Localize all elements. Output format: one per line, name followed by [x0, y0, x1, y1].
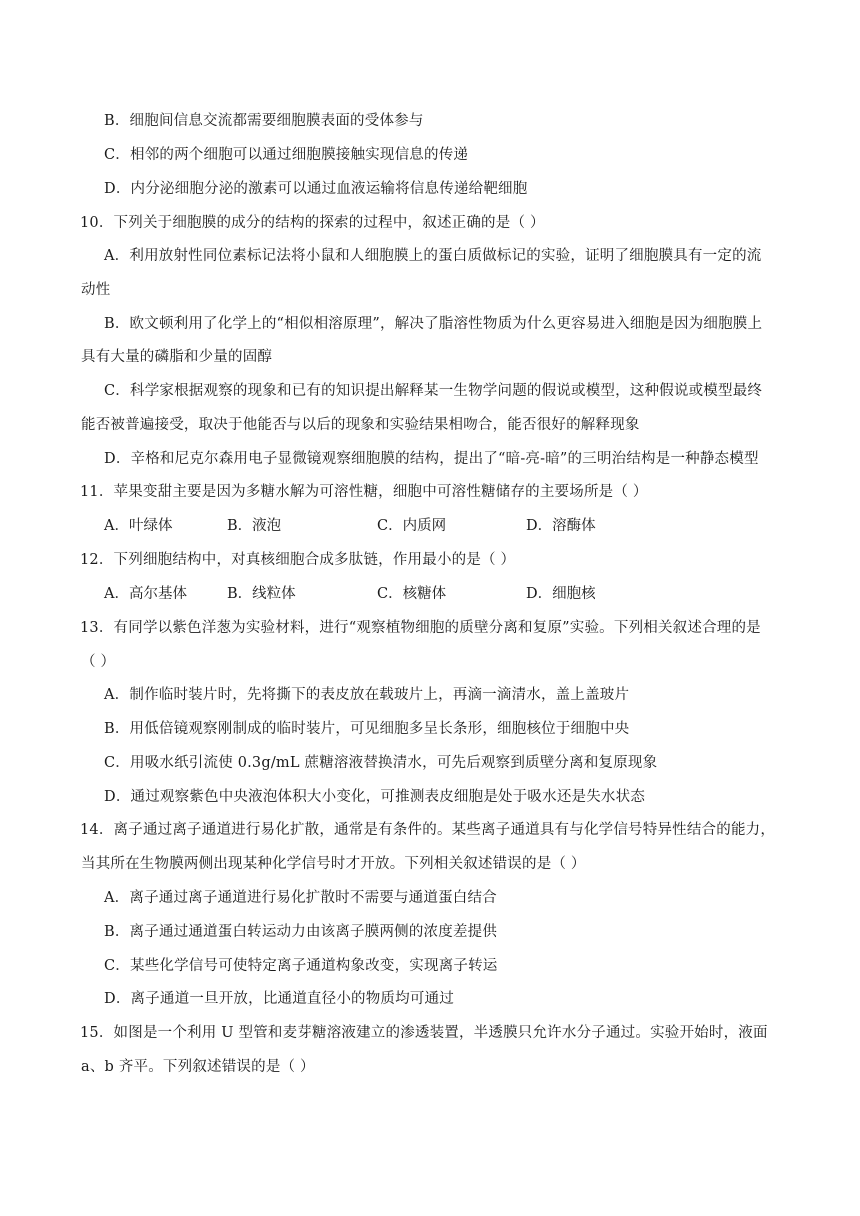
q12-stem: 12．下列细胞结构中，对真核细胞合成多肽链，作用最小的是（ ）	[80, 552, 516, 568]
q10-option-a-line1: A．利用放射性同位素标记法将小鼠和人细胞膜上的蛋白质做标记的实验，证明了细胞膜具有一定的流	[104, 248, 762, 264]
q12-option-a: A．高尔基体	[104, 586, 187, 602]
q9-option-c: C．相邻的两个细胞可以通过细胞膜接触实现信息的传递	[104, 147, 469, 163]
q9-option-b: B．细胞间信息交流都需要细胞膜表面的受体参与	[104, 113, 424, 129]
q11-options	[104, 516, 804, 536]
q11-option-a: A．叶绿体	[104, 518, 173, 534]
q10-option-a-line2: 动性	[81, 282, 111, 298]
q14-stem-line2: 当其所在生物膜两侧出现某种化学信号时才开放。下列相关叙述错误的是（ ）	[81, 856, 586, 872]
q12-options	[104, 584, 804, 604]
q10-option-c-line2: 能否被普遍接受，取决于他能否与以后的现象和实验结果相吻合，能否很好的解释现象	[81, 417, 640, 433]
q14-option-b: B．离子通过通道蛋白转运动力由该离子膜两侧的浓度差提供	[104, 924, 498, 940]
q13-option-c: C．用吸水纸引流使 0.3g/mL 蔗糖溶液替换清水，可先后观察到质壁分离和复原现象	[104, 755, 658, 771]
q13-option-d: D．通过观察紫色中央液泡体积大小变化，可推测表皮细胞是处于吸水还是失水状态	[104, 789, 646, 805]
q14-stem-line1: 14．离子通过离子通道进行易化扩散，通常是有条件的。某些离子通道具有与化学信号特异性结合的能力，	[80, 822, 776, 838]
q14-option-c: C．某些化学信号可使特定离子通道构象改变，实现离子转运	[104, 958, 498, 974]
q10-option-c-line1: C．科学家根据观察的现象和已有的知识提出解释某一生物学问题的假说或模型，这种假说或模型最终	[104, 383, 763, 399]
q14-option-d: D．离子通道一旦开放，比通道直径小的物质均可通过	[104, 991, 454, 1007]
q12-option-c: C．核糖体	[377, 586, 447, 602]
q14-option-a: A．离子通过离子通道进行易化扩散时不需要与通道蛋白结合	[104, 890, 497, 906]
q11-stem: 11．苹果变甜主要是因为多糖水解为可溶性糖，细胞中可溶性糖储存的主要场所是（ ）	[80, 484, 648, 500]
q15-stem-line1: 15．如图是一个利用 U 型管和麦芽糖溶液建立的渗透装置，半透膜只允许水分子通过。实验开始时，液面	[80, 1025, 768, 1041]
q9-option-d: D．内分泌细胞分泌的激素可以通过血液运输将信息传递给靶细胞	[104, 181, 528, 197]
q11-option-c: C．内质网	[377, 518, 447, 534]
q13-option-b: B．用低倍镜观察刚制成的临时装片，可见细胞多呈长条形，细胞核位于细胞中央	[104, 721, 630, 737]
q10-option-d: D．辛格和尼克尔森用电子显微镜观察细胞膜的结构，提出了“暗-亮-暗”的三明治结构是一种静态模型	[104, 451, 759, 467]
q10-option-b-line1: B．欧文顿利用了化学上的“相似相溶原理”，解决了脂溶性物质为什么更容易进入细胞是因为细胞膜上	[104, 316, 763, 332]
q11-option-d: D．溶酶体	[526, 518, 596, 534]
q13-stem-line1: 13．有同学以紫色洋葱为实验材料，进行“观察植物细胞的质壁分离和复原”实验。下列相关叙述合理的是	[80, 620, 761, 636]
q13-option-a: A．制作临时装片时，先将撕下的表皮放在载玻片上，再滴一滴清水，盖上盖玻片	[104, 687, 630, 703]
q10-stem: 10．下列关于细胞膜的成分的结构的探索的过程中，叙述正确的是（ ）	[80, 215, 545, 231]
q12-option-d: D．细胞核	[526, 586, 596, 602]
q15-stem-line2: a、b 齐平。下列叙述错误的是（ ）	[81, 1059, 315, 1075]
q11-option-b: B．液泡	[227, 518, 282, 534]
q13-stem-line2: （ ）	[81, 654, 116, 670]
q10-option-b-line2: 具有大量的磷脂和少量的固醇	[81, 349, 273, 365]
q12-option-b: B．线粒体	[227, 586, 296, 602]
